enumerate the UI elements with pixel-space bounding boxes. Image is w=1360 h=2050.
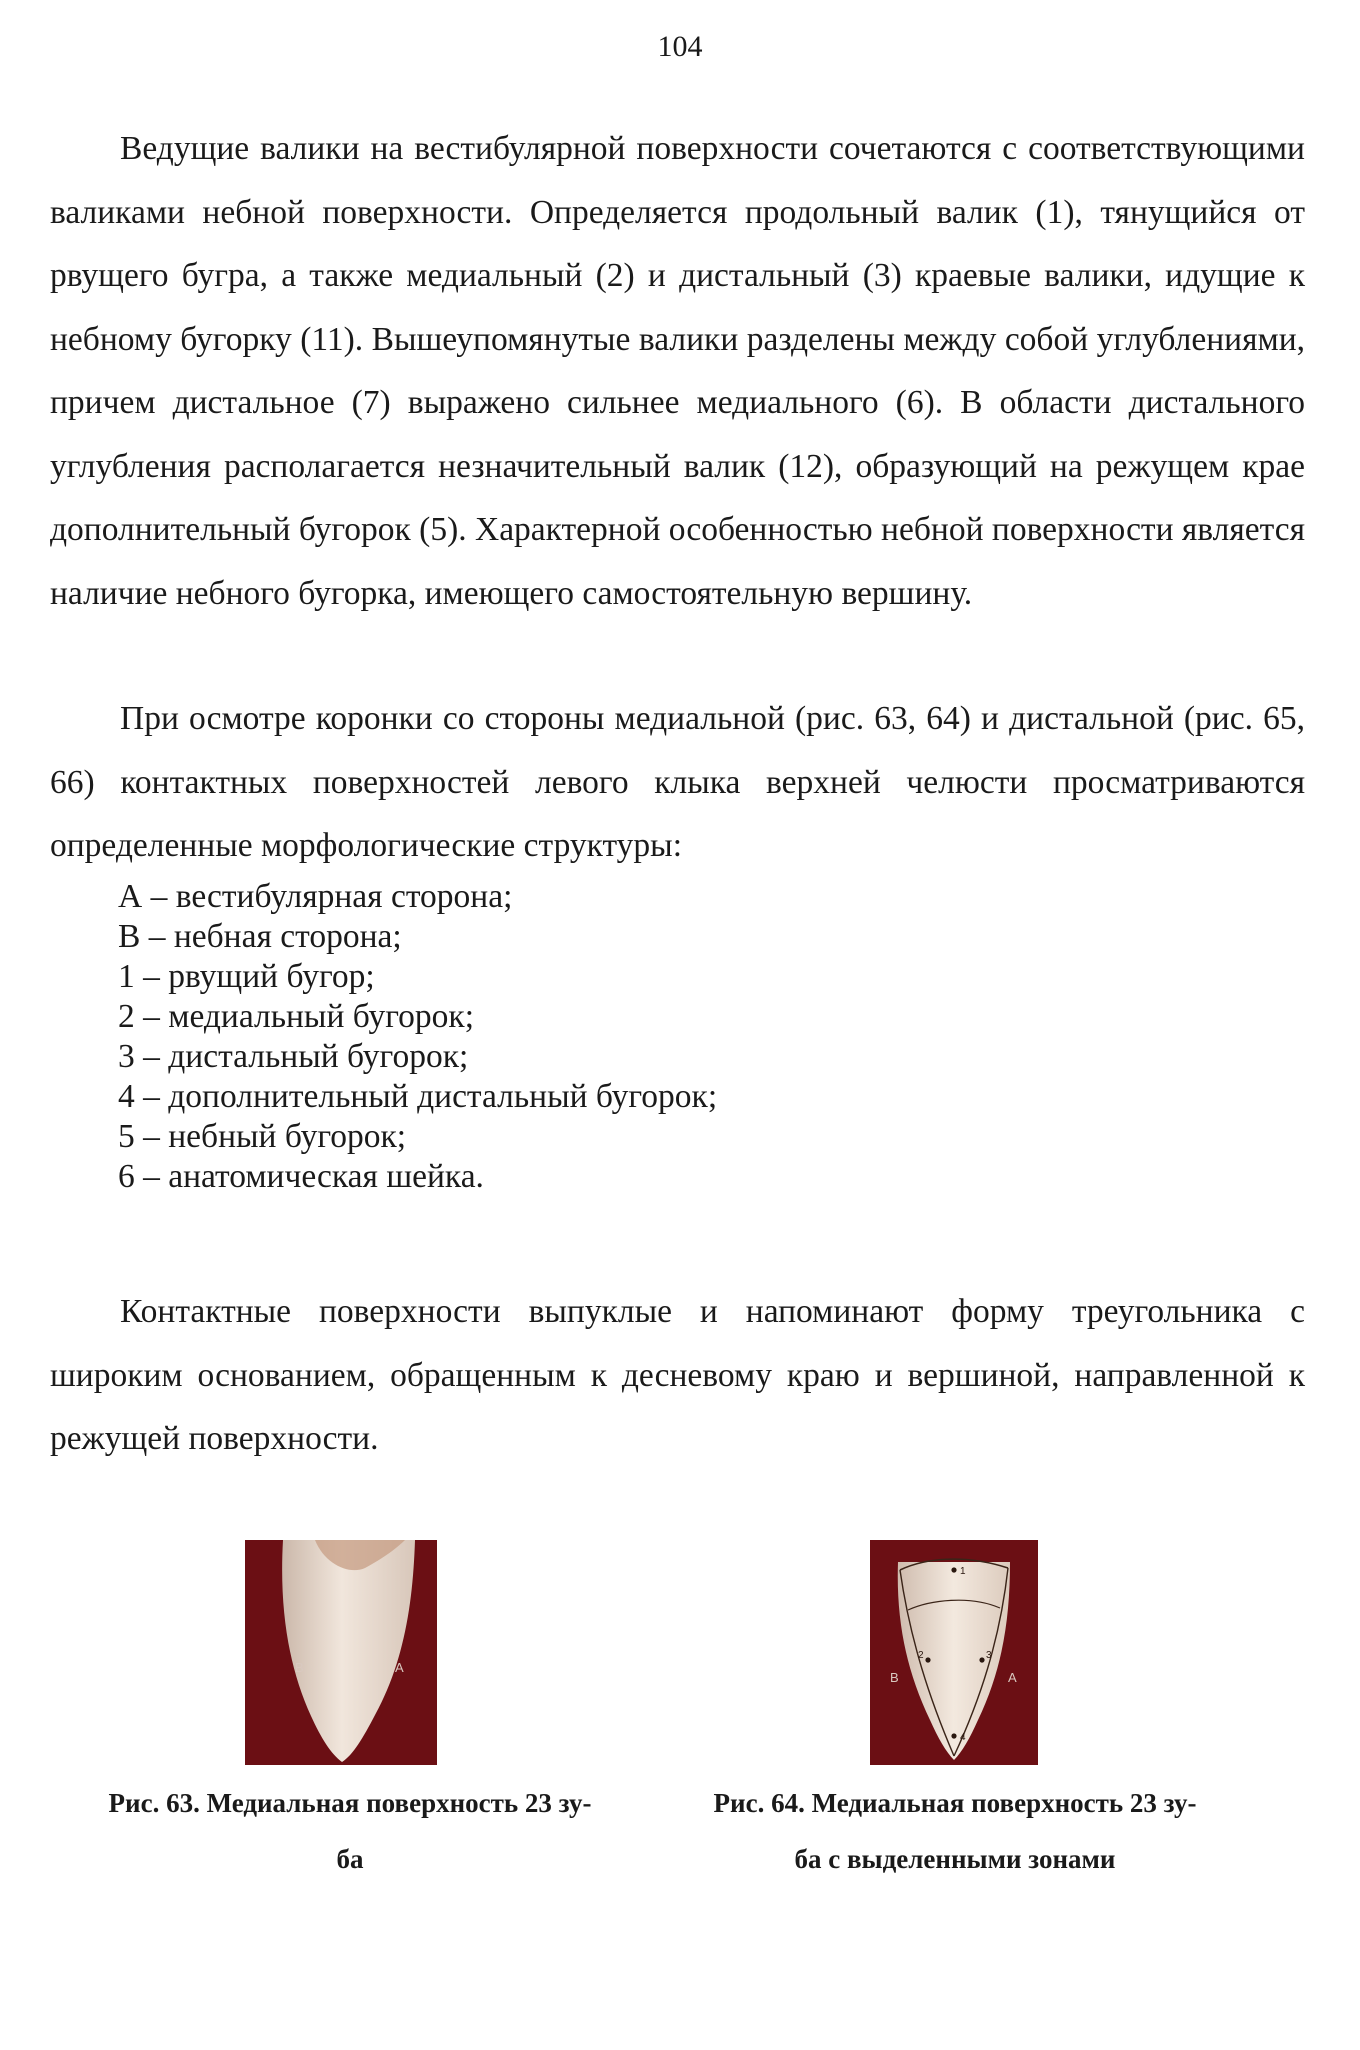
paragraph-contact-surfaces-intro: При осмотре коронки со стороны медиальной (рис. 63, 64) и дистальной (рис. 65, 66) контактных поверхностей левого клыка верхней челюсти просматриваются определенные морфологические структуры:	[50, 700, 1305, 864]
figure-63-label-b: B	[295, 1660, 304, 1675]
figure-64-label-a: A	[1008, 1670, 1017, 1685]
figure-63-caption	[60, 1775, 640, 1887]
zone-number: 4	[960, 1732, 966, 1743]
figure-64-image	[870, 1540, 1038, 1765]
paragraph-contact-surface-shape: Контактные поверхности выпуклые и напоминают форму треугольника с широким основанием, обращенным к десневому краю и вершиной, направленной к режущей поверхности.	[50, 1293, 1305, 1457]
legend-item: 5 – небный бугорок;	[118, 1118, 407, 1155]
zone-number: 2	[918, 1650, 924, 1661]
legend-item: 1 – рвущий бугор;	[118, 958, 375, 995]
figure-64-label-b: B	[890, 1670, 899, 1685]
legend-item: 4 – дополнительный дистальный бугорок;	[118, 1078, 718, 1115]
paragraph-palatal-ridges: Ведущие валики на вестибулярной поверхности сочетаются с соответствующими валиками небной поверхности. Определяется продольный валик (1), тянущийся от рвущего бугра, а также медиальный (2) и дистальный (3) краевые валики, идущие к небному бугорку (11). Вышеупомянутые валики разделены между собой углублениями, причем дистальное (7) выражено сильнее медиального (6). В области дистального углубления располагается незначительный валик (12), образующий на режущем крае дополнительный бугорок (5). Характерной особенностью небной поверхности является наличие небного бугорка, имеющего самостоятельную вершину.	[50, 130, 1305, 612]
zone-number: 3	[986, 1650, 992, 1661]
structure-legend	[118, 877, 717, 1197]
legend-item: А – вестибулярная сторона;	[118, 878, 513, 915]
caption-line: ба	[336, 1844, 364, 1874]
legend-item: 3 – дистальный бугорок;	[118, 1038, 469, 1075]
legend-item: 6 – анатомическая шейка.	[118, 1158, 484, 1195]
caption-line: ба с выделенными зонами	[794, 1844, 1116, 1874]
zone-number: 1	[960, 1566, 966, 1577]
legend-item: 2 – медиальный бугорок;	[118, 998, 475, 1035]
figure-63-image	[245, 1540, 437, 1765]
caption-line: Рис. 63. Медиальная поверхность 23 зу-	[108, 1788, 592, 1818]
tooth-medial-photo	[245, 1540, 437, 1765]
legend-item: В – небная сторона;	[118, 918, 402, 955]
figure-63-label-a: A	[395, 1660, 404, 1675]
figure-64-caption	[650, 1775, 1260, 1887]
caption-line: Рис. 64. Медиальная поверхность 23 зу-	[713, 1788, 1197, 1818]
tooth-medial-zones-photo	[870, 1540, 1038, 1765]
page-number: 104	[657, 30, 703, 63]
